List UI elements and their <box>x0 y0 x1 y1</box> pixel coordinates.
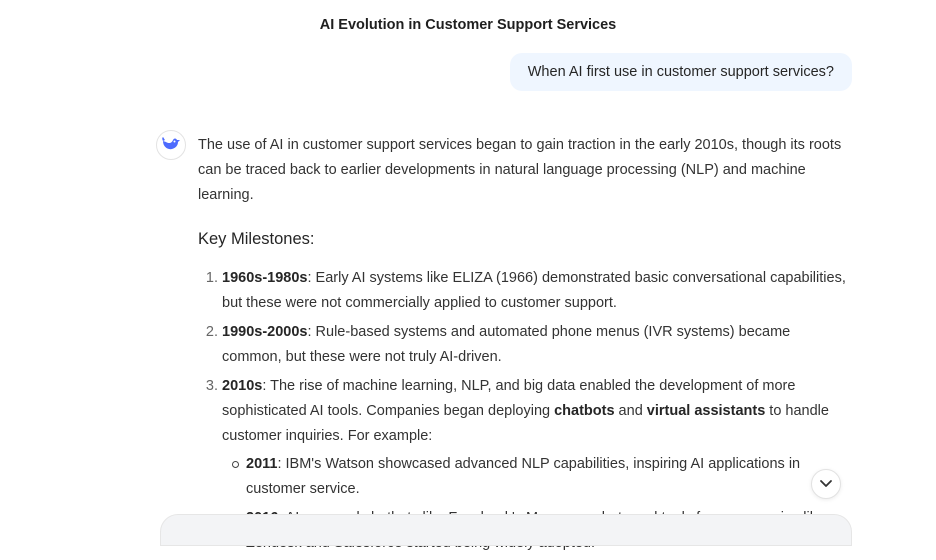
milestone-period: 2010s <box>222 378 263 394</box>
list-item <box>222 320 848 370</box>
answer-heading: Key Milestones: <box>198 230 315 248</box>
milestone-text: and <box>614 403 647 419</box>
milestone-text: : Early AI systems like ELIZA (1966) demonstrated basic conversational capabilities, but these were not commercially applied to customer support. <box>222 270 846 311</box>
scroll-to-bottom-button[interactable] <box>811 469 841 499</box>
conversation-title-wrap <box>0 16 936 34</box>
user-message-bubble <box>510 53 852 91</box>
message-input-box[interactable] <box>160 514 852 546</box>
milestone-period: 1990s-2000s <box>222 324 308 340</box>
list-item <box>222 266 848 316</box>
example-text: : IBM's Watson showcased advanced NLP capabilities, inspiring AI applications in customer service. <box>246 456 801 497</box>
milestone-text: : The rise of machine learning, NLP, and big data enabled the development of more sophisticated AI tools. Companies began deploying <box>222 378 796 419</box>
milestones-list <box>198 266 848 556</box>
milestone-text: to handle customer inquiries. For example: <box>222 403 829 444</box>
assistant-avatar <box>156 130 186 160</box>
milestone-emphasis: virtual assistants <box>646 403 766 419</box>
milestone-text: : Rule-based systems and automated phone menus (IVR systems) became common, but these were not truly AI-driven. <box>222 324 791 365</box>
milestone-period: 1960s-1980s <box>222 270 308 286</box>
chevron-down-icon <box>819 475 833 493</box>
user-message-text: When AI first use in customer support services? <box>527 64 834 80</box>
list-item <box>246 452 848 502</box>
assistant-answer <box>198 133 848 560</box>
answer-intro: The use of AI in customer support services began to gain traction in the early 2010s, though its roots can be traced back to earlier developments in natural language processing (NLP) and machine learning. <box>198 137 842 203</box>
example-year: 2011 <box>246 456 278 472</box>
milestone-emphasis: chatbots <box>554 403 615 419</box>
whale-logo-icon <box>161 135 181 156</box>
conversation-title: AI Evolution in Customer Support Services <box>319 17 617 33</box>
